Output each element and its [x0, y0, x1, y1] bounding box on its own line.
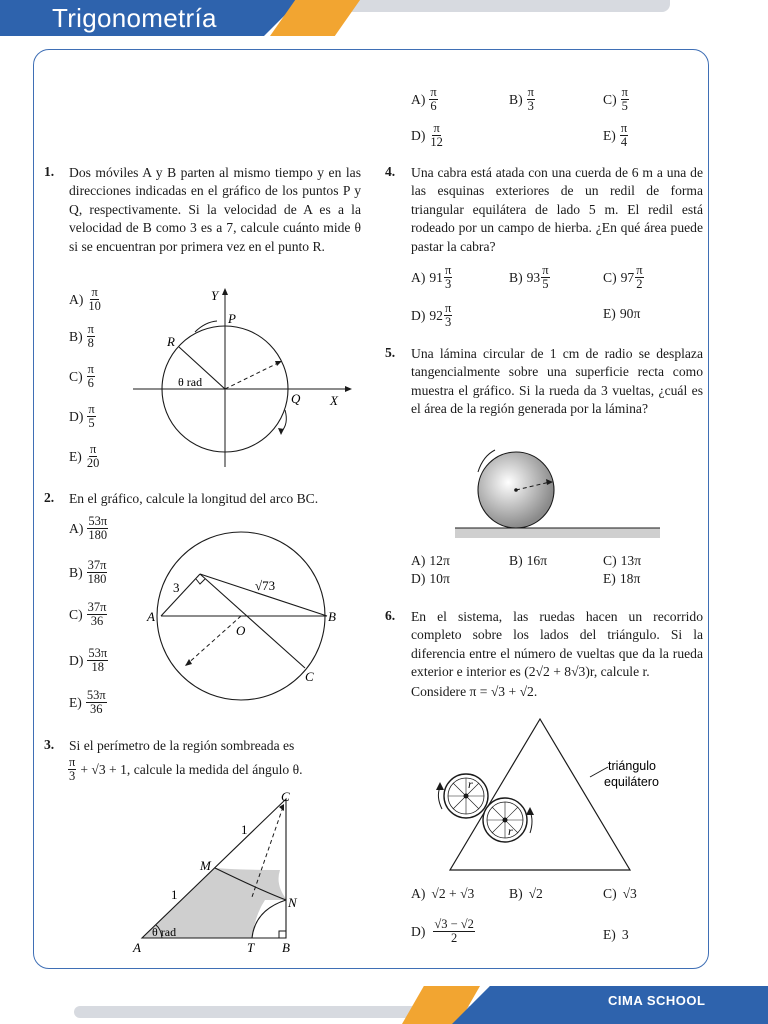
option-letter: E)	[603, 927, 616, 942]
numerator: 53π	[88, 646, 108, 660]
fraction	[87, 601, 108, 628]
option-letter: C)	[603, 886, 617, 901]
option-letter: A)	[411, 91, 426, 107]
numerator: π	[636, 263, 643, 277]
q3-text-line2	[64, 756, 303, 783]
q4-text: Una cabra está atada con una cuerda de 6 m a una de las esquinas exteriores de un redil de forma triangular equilátera de lado 5 m. El redil está rodeado por un campo de hierba. ¿En qué área puede pastar la cabra?	[411, 165, 703, 254]
q3-text-line1: Si el perímetro de la región sombreada es	[69, 738, 295, 753]
denominator: 2	[451, 931, 458, 945]
value: 16π	[526, 553, 548, 568]
numerator: √3 − √2	[434, 917, 474, 931]
fraction	[429, 122, 444, 149]
option-letter: E)	[69, 448, 82, 464]
numerator: 53π	[86, 688, 106, 702]
prev-option-e[interactable]	[603, 122, 628, 149]
option-letter: A)	[69, 520, 84, 536]
numerator: 37π	[87, 600, 107, 614]
prev-option-c[interactable]	[603, 86, 629, 113]
option-letter: C)	[69, 368, 83, 384]
numerator: π	[88, 402, 95, 416]
q1-option-c[interactable]	[69, 363, 95, 390]
fraction	[527, 86, 535, 113]
fraction	[87, 286, 102, 313]
fraction	[541, 264, 549, 291]
denominator: 180	[88, 528, 108, 542]
option-letter: D)	[411, 127, 426, 143]
whole: 97	[620, 269, 635, 285]
denominator: 3	[527, 99, 534, 113]
label-x: X	[330, 393, 338, 408]
arrow-q-head	[278, 428, 284, 435]
denominator: 36	[90, 702, 103, 716]
fraction	[620, 122, 628, 149]
dashed-radius	[225, 362, 280, 389]
q6-option-d[interactable]	[411, 918, 475, 945]
fraction	[87, 515, 108, 542]
x-axis-arrow	[345, 386, 352, 392]
option-letter: D)	[411, 307, 426, 323]
q4-number: 4.	[385, 164, 396, 179]
fraction	[433, 918, 475, 945]
label-o: O	[236, 623, 246, 638]
q6-consider: Considere π = √3 + √2.	[411, 684, 538, 699]
prev-option-b[interactable]	[509, 86, 535, 113]
q2-option-b[interactable]	[69, 559, 107, 586]
numerator: π	[620, 121, 628, 135]
denominator: 5	[621, 99, 628, 113]
q5-text: Una lámina circular de 1 cm de radio se desplaza tangencialmente sobre una superficie recta como muestra el gráfico. Si la rueda da 3 vueltas, ¿cuál es el área de la región generada por la lámina?	[411, 346, 703, 417]
numerator: π	[433, 121, 440, 135]
q2-option-a[interactable]	[69, 515, 108, 542]
q6-figure	[430, 715, 680, 875]
right-angle	[196, 579, 205, 584]
label-root73: √73	[255, 578, 276, 593]
whole: 91	[429, 269, 443, 285]
label-q: Q	[291, 391, 301, 406]
prev-option-d[interactable]	[411, 122, 444, 149]
value: √3	[622, 886, 637, 901]
label-triangle: triángulo	[608, 759, 656, 773]
rotation-arrow-inner-head	[526, 807, 534, 815]
option-letter: A)	[69, 291, 84, 307]
fraction	[635, 264, 643, 291]
fraction	[86, 689, 107, 716]
q6-option-c[interactable]	[603, 886, 637, 902]
value: √2	[528, 886, 543, 901]
denominator: 3	[444, 277, 452, 291]
q1-option-e[interactable]	[69, 443, 100, 470]
option-letter: E)	[69, 694, 82, 710]
numerator: π	[444, 301, 452, 315]
q1-option-b[interactable]	[69, 323, 95, 350]
fraction	[68, 756, 76, 783]
fraction	[621, 86, 629, 113]
fraction	[87, 559, 108, 586]
fraction	[444, 302, 452, 329]
q4-option-c[interactable]	[603, 264, 644, 291]
denominator: 10	[88, 299, 101, 313]
q6-number: 6.	[385, 608, 396, 623]
value: 13π	[620, 553, 642, 568]
option-letter: B)	[509, 553, 523, 568]
option-letter: A)	[411, 269, 426, 285]
denominator: 2	[636, 277, 643, 291]
q3-text-rest: + √3 + 1, calcule la medida del ángulo θ.	[80, 761, 303, 777]
denominator: 3	[69, 769, 76, 783]
denominator: 20	[86, 456, 100, 470]
option-letter: B)	[69, 564, 83, 580]
label-a: A	[147, 609, 155, 624]
q6-option-e[interactable]	[603, 927, 629, 943]
numerator: 53π	[88, 514, 108, 528]
q1-option-a[interactable]	[69, 286, 102, 313]
q2-figure	[145, 528, 355, 708]
numerator: π	[87, 362, 94, 376]
numerator: π	[89, 442, 97, 456]
q5-option-d[interactable]	[411, 571, 450, 587]
whole: 93	[526, 269, 541, 285]
numerator: π	[542, 263, 549, 277]
q1-text: Dos móviles A y B parten al mismo tiempo y en las direcciones indicadas en el gráfico de los puntos P y Q, respectivamente. Si la velocidad de A es a la velocidad de B como 3 es a 7, calcule cuánto mide θ si se encuentran por primera vez en el punto R.	[69, 165, 361, 254]
label-r-inner: r	[508, 824, 513, 838]
q5-option-b[interactable]	[509, 553, 547, 569]
q6-text: En el sistema, las ruedas hacen un recorrido completo sobre los lados del triángulo. Si la diferencia entre el número de vueltas que da la rueda exterior e interior es (2√2 + 8√3)r, calcule r.	[411, 609, 703, 680]
numerator: π	[69, 755, 76, 769]
rotation-arrow-outer-head	[436, 782, 444, 790]
q3-figure	[125, 785, 315, 960]
q5-option-e[interactable]	[603, 571, 640, 587]
header-grey-strip	[330, 0, 670, 12]
option-letter: C)	[603, 553, 617, 568]
inner-wheel-hub	[503, 818, 508, 823]
label-r: R	[167, 334, 175, 349]
label-r-outer: r	[468, 777, 473, 791]
q6-option-a[interactable]	[411, 886, 474, 902]
value: 10π	[429, 571, 450, 586]
whole: 92	[429, 307, 443, 323]
q1-option-d[interactable]	[69, 403, 96, 430]
denominator: 4	[620, 135, 628, 149]
fraction	[444, 264, 452, 291]
q2-option-c[interactable]	[69, 601, 107, 628]
option-letter: C)	[69, 606, 83, 622]
fraction	[87, 363, 95, 390]
right-angle	[279, 931, 286, 938]
label-a: A	[133, 940, 141, 955]
value: 18π	[619, 571, 641, 586]
denominator: 36	[90, 614, 104, 628]
q1-number: 1.	[44, 164, 55, 179]
numerator: π	[87, 322, 94, 336]
segment-to-c	[200, 574, 305, 668]
value: √2 + √3	[431, 886, 475, 901]
option-letter: E)	[603, 306, 616, 321]
label-y: Y	[211, 288, 219, 303]
label-c: C	[281, 789, 290, 804]
label-c: C	[305, 669, 314, 684]
option-letter: B)	[69, 328, 83, 344]
denominator: 18	[91, 660, 105, 674]
numerator: π	[444, 263, 452, 277]
q2-text: En el gráfico, calcule la longitud del arco BC.	[69, 491, 319, 506]
q2-option-e[interactable]	[69, 689, 107, 716]
option-letter: D)	[411, 923, 426, 939]
outer-wheel	[444, 774, 488, 818]
option-letter: B)	[509, 269, 523, 285]
q5-option-a[interactable]	[411, 553, 450, 569]
y-axis-arrow	[222, 288, 228, 295]
fraction	[429, 86, 437, 113]
denominator: 180	[87, 572, 107, 586]
option-letter: E)	[603, 571, 616, 586]
option-letter: E)	[603, 127, 616, 143]
q2-number: 2.	[44, 490, 55, 505]
label-t: T	[247, 940, 255, 955]
option-letter: D)	[411, 571, 426, 586]
page-title: Trigonometría	[52, 3, 217, 33]
q1-figure	[125, 282, 365, 472]
label-3: 3	[173, 580, 180, 595]
option-letter: A)	[411, 886, 426, 901]
rotation-arrow-outer	[438, 787, 442, 809]
option-letter: D)	[69, 652, 84, 668]
footer-brand: CIMA SCHOOL	[608, 993, 706, 1008]
q5-number: 5.	[385, 345, 396, 360]
label-theta: θ rad	[152, 925, 177, 939]
q4-option-d[interactable]	[411, 302, 452, 329]
denominator: 6	[430, 99, 437, 113]
option-letter: A)	[411, 553, 426, 568]
q5-option-c[interactable]	[603, 553, 641, 569]
denominator: 12	[430, 135, 443, 149]
option-letter: C)	[603, 91, 617, 107]
outer-wheel-hub	[464, 794, 469, 799]
numerator: π	[430, 85, 437, 99]
fraction	[86, 443, 101, 470]
value: 3	[621, 927, 629, 942]
numerator: π	[621, 85, 628, 99]
label-b: B	[328, 609, 336, 624]
fraction	[87, 403, 95, 430]
denominator: 5	[542, 277, 549, 291]
q6-option-b[interactable]	[509, 886, 543, 902]
denominator: 6	[87, 376, 94, 390]
option-letter: D)	[69, 408, 84, 424]
segment-3	[161, 574, 200, 616]
label-1-top: 1	[241, 822, 248, 837]
label-b: B	[282, 940, 290, 955]
option-letter: C)	[603, 269, 617, 285]
ground-surface	[455, 528, 660, 538]
numerator: π	[91, 285, 98, 299]
q4-option-b[interactable]	[509, 264, 550, 291]
fraction	[87, 323, 95, 350]
value: 90π	[619, 306, 641, 321]
dashed-arrow	[275, 361, 282, 366]
label-m: M	[200, 858, 211, 873]
label-equilateral: equilátero	[604, 775, 659, 789]
q4-option-a[interactable]	[411, 264, 452, 291]
q3-number: 3.	[44, 737, 55, 752]
option-letter: B)	[509, 886, 523, 901]
value: 12π	[429, 553, 450, 568]
prev-option-a[interactable]	[411, 86, 438, 113]
label-1-left: 1	[171, 887, 178, 902]
denominator: 5	[88, 416, 95, 430]
denominator: 8	[87, 336, 94, 350]
fraction	[87, 647, 108, 674]
q2-option-d[interactable]	[69, 647, 108, 674]
q5-figure	[450, 442, 665, 542]
numerator: π	[527, 85, 534, 99]
numerator: 37π	[87, 558, 107, 572]
dashed-radius	[185, 616, 241, 666]
label-p: P	[228, 311, 236, 326]
label-theta: θ rad	[178, 375, 203, 389]
option-letter: B)	[509, 91, 523, 107]
label-n: N	[288, 895, 297, 910]
denominator: 3	[444, 315, 452, 329]
inner-wheel	[483, 798, 527, 842]
q4-option-e[interactable]	[603, 306, 640, 322]
